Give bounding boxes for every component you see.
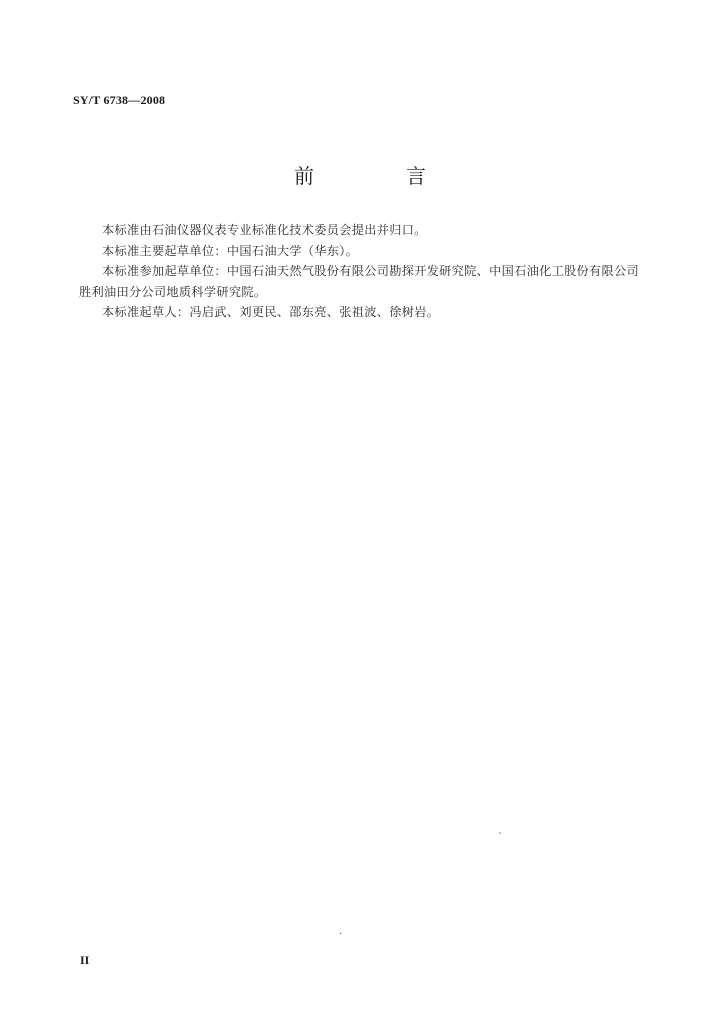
stray-dot: . bbox=[339, 926, 343, 937]
paragraph-participating-drafters: 本标准参加起草单位：中国石油天然气股份有限公司勘探开发研究院、中国石油化工股份有限公司胜利油田分公司地质科学研究院。 bbox=[79, 264, 639, 299]
page-title: 前 言 bbox=[294, 164, 462, 188]
stray-mark: ` bbox=[498, 832, 503, 843]
paragraph-proposer: 本标准由石油仪器仪表专业标准化技术委员会提出并归口。 bbox=[102, 223, 427, 237]
paragraph-main-drafter: 本标准主要起草单位：中国石油大学（华东）。 bbox=[102, 243, 359, 258]
standard-code-header: SY/T 6738—2008 bbox=[73, 93, 166, 107]
foreword-body bbox=[79, 220, 639, 323]
page-number: II bbox=[80, 953, 90, 967]
paragraph-drafting-persons: 本标准起草人：冯启武、刘更民、邵东亮、张祖波、徐树岩。 bbox=[102, 305, 440, 319]
